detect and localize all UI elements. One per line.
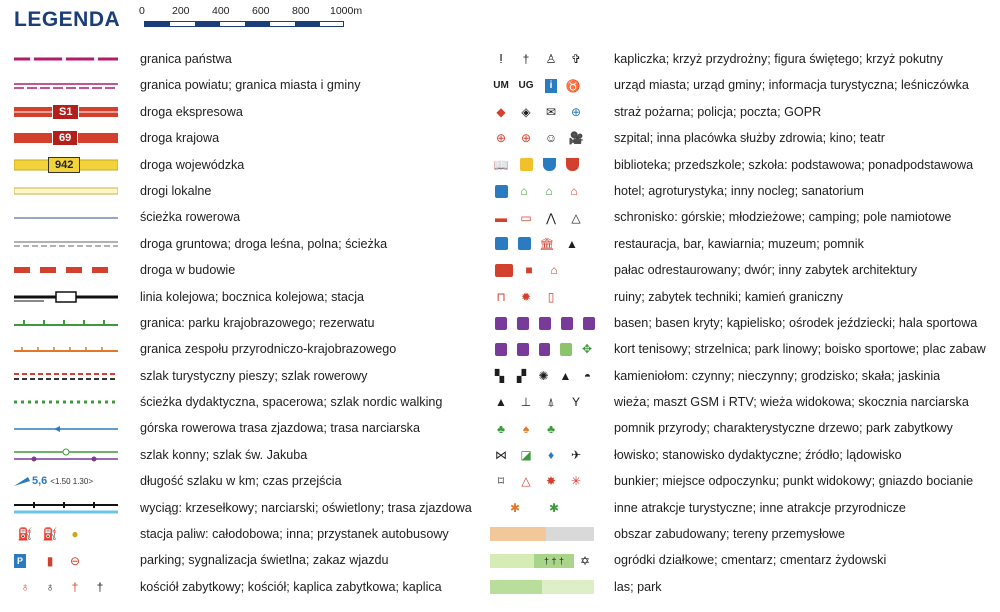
pool-icon	[495, 317, 507, 330]
legend-label: granica powiatu; granica miasta i gminy	[140, 78, 361, 93]
sanatorium-icon: ⌂	[570, 184, 578, 199]
cafe-icon	[518, 237, 531, 250]
hospital-icon: ⊕	[495, 131, 507, 146]
legend-label: kapliczka; krzyż przydrożny; figura świętego; krzyż pokutny	[614, 52, 943, 66]
palace-icon	[495, 264, 513, 277]
fuel-station-symbols	[14, 521, 118, 547]
legend-label: ogródki działkowe; cmentarz; cmentarz żydowski	[614, 553, 887, 568]
restaurant-icon	[495, 237, 508, 250]
state-border-symbol	[14, 46, 118, 72]
railway-symbol	[14, 284, 118, 310]
tower-icon: ▲	[495, 395, 507, 410]
jewish-cemetery-icon: ✡	[579, 553, 591, 568]
forest-swatch	[490, 580, 542, 594]
ruins-icon: ⊓	[496, 289, 506, 304]
legend-label: kort tenisowy; strzelnica; park linowy; boisko sportowe; plac zabaw	[614, 342, 986, 357]
hillfort-icon: ✺	[538, 368, 549, 383]
attractions-symbols	[490, 495, 600, 521]
legend-label: długość szlaku w km; czas przejścia	[140, 474, 342, 489]
scale-bar	[134, 5, 374, 35]
legend-label: szlak turystyczny pieszy; szlak rowerowy	[140, 368, 368, 383]
restaurant-symbols	[490, 231, 600, 257]
clinic-icon: ⊕	[520, 131, 532, 146]
district-border-symbol	[14, 72, 118, 98]
church-symbols	[14, 574, 118, 600]
rope-park-icon	[539, 343, 551, 356]
commune-office-label: UG	[518, 79, 534, 91]
legend-label: szpital; inna placówka służby zdrowia; kino; teatr	[614, 131, 885, 146]
legend-label: pałac odrestaurowany; dwór; inny zabytek architektury	[614, 263, 918, 278]
legend-label: granica państwa	[140, 52, 232, 66]
legend-label: schronisko: górskie; młodzieżowe; camping; pole namiotowe	[614, 210, 952, 225]
legend-label: drogi lokalne	[140, 183, 212, 198]
legend-label: kamieniołom: czynny; nieczynny; grodzisko; skała; jaskinia	[614, 368, 941, 383]
church-icon: ♁	[45, 580, 55, 594]
viewpoint-icon: ✸	[545, 474, 557, 489]
nature-monument-symbols	[490, 415, 600, 441]
park-border-symbol	[14, 310, 118, 336]
historic-church-icon: ♁	[20, 580, 30, 594]
horse-trail-symbol	[14, 442, 118, 468]
tourist-attraction-icon: ✱	[509, 500, 521, 515]
scale-bar-graphic	[144, 21, 344, 27]
scale-label-200: 200	[172, 5, 190, 17]
legend-label: straż pożarna; policja; poczta; GOPR	[614, 104, 822, 119]
allotment-gardens-swatch	[490, 554, 534, 568]
indoor-pool-icon	[517, 317, 529, 330]
sports-hall-icon	[583, 317, 595, 330]
ruins-symbols	[490, 284, 600, 310]
fishery-icon: ⋈	[495, 448, 507, 463]
fishery-symbols	[490, 442, 600, 468]
legend-label: droga wojewódzka	[140, 157, 245, 172]
tennis-court-icon	[495, 343, 507, 356]
legend-label: basen; basen kryty; kąpielisko; ośrodek jeździecki; hala sportowa	[614, 315, 978, 330]
health-symbols	[490, 125, 600, 151]
manor-icon: ■	[525, 263, 533, 278]
palace-symbols	[490, 257, 600, 283]
playground-icon: ✥	[581, 342, 593, 357]
scale-label-0: 0	[139, 5, 145, 17]
legend-title: LEGENDA	[14, 8, 121, 31]
horse-riding-icon	[561, 317, 573, 330]
cinema-icon: ☺	[544, 131, 558, 146]
office-symbols	[490, 72, 600, 98]
observation-tower-icon: ⍋	[547, 395, 555, 410]
scale-label-1000m: 1000m	[330, 5, 363, 17]
fire-station-icon: ◆	[496, 104, 506, 119]
services-symbols	[490, 99, 600, 125]
police-icon: ◈	[521, 104, 531, 119]
allotments-symbols	[490, 547, 600, 573]
legend-label: szlak konny; szlak św. Jakuba	[140, 447, 308, 462]
local-roads-symbol	[14, 178, 118, 204]
tourist-info-icon: i	[545, 79, 557, 93]
didactic-site-icon: ◪	[520, 448, 532, 463]
rock-icon: ▲	[559, 368, 572, 383]
legend-label: górska rowerowa trasa zjazdowa; trasa narciarska	[140, 421, 420, 436]
legend-label: kościół zabytkowy; kościół; kaplica zabytkowa; kaplica	[140, 579, 442, 594]
roadside-cross-icon: †	[522, 52, 530, 67]
nature-monument-icon: ♣	[497, 421, 505, 436]
pool-symbols	[490, 310, 600, 336]
ski-jump-icon: Y	[571, 395, 580, 410]
mountain-rescue-icon: ⊕	[570, 104, 582, 119]
agrotourism-icon: ⌂	[520, 184, 528, 199]
scale-label-400: 400	[212, 5, 230, 17]
expressway-number: S1	[52, 104, 79, 120]
park-swatch	[542, 580, 594, 594]
tennis-symbols	[490, 336, 600, 362]
legend-label: obszar zabudowany; tereny przemysłowe	[614, 527, 845, 542]
mountain-shelter-icon: ▬	[495, 210, 507, 225]
legend-label: las; park	[614, 579, 662, 594]
cave-icon: ◓	[583, 368, 592, 383]
bunker-icon: ⌑	[497, 474, 505, 489]
monument-icon: ▲	[566, 236, 578, 251]
historic-park-icon: ♣	[547, 421, 555, 436]
forester-lodge-icon: ♉	[565, 78, 581, 93]
bunker-symbols	[490, 468, 600, 494]
beach-icon	[539, 317, 551, 330]
fuel-other-icon: ⛽	[42, 527, 58, 542]
legend-label: pomnik przyrody; charakterystyczne drzewo; park zabytkowy	[614, 421, 953, 436]
voivodeship-road-number: 942	[48, 157, 80, 173]
legend-label: ścieżka rowerowa	[140, 210, 241, 225]
wayside-shrine-icon: ⵑ	[499, 52, 503, 67]
scale-label-800: 800	[292, 5, 310, 17]
camping-icon: ⋀	[546, 210, 556, 225]
legend-label: ruiny; zabytek techniki; kamień graniczny	[614, 289, 843, 304]
quarry-symbols	[490, 363, 600, 389]
historic-chapel-icon: †	[71, 580, 79, 594]
legend-label: droga gruntowa; droga leśna, polna; ścieżka	[140, 236, 388, 251]
scale-label-600: 600	[252, 5, 270, 17]
other-lodging-icon: ⌂	[545, 184, 553, 199]
legend-label: urząd miasta; urząd gminy; informacja turystyczna; leśniczówka	[614, 78, 969, 93]
parking-icon: P	[14, 554, 26, 568]
gsm-mast-icon: ⊥	[520, 395, 532, 410]
legend-label: granica: parku krajobrazowego; rezerwatu	[140, 315, 375, 330]
architecture-monument-icon: ⌂	[550, 263, 558, 278]
border-stone-icon: ▯	[547, 289, 555, 304]
dirt-road-symbol	[14, 231, 118, 257]
rest-place-icon: △	[521, 474, 531, 489]
legend-label: restauracja, bar, kawiarnia; muzeum; pomnik	[614, 236, 864, 251]
legend-label: hotel; agroturystyka; inny nocleg; sanatorium	[614, 183, 864, 198]
youth-hostel-icon: ▭	[520, 210, 532, 225]
legend-label: parking; sygnalizacja świetlna; zakaz wjazdu	[140, 553, 389, 568]
hiking-trail-symbol	[14, 363, 118, 389]
accommodation-symbols	[490, 178, 600, 204]
sports-field-icon	[560, 343, 572, 356]
bus-stop-icon: ●	[71, 527, 79, 542]
education-symbols	[490, 152, 600, 178]
voivodeship-road-symbol	[14, 152, 118, 178]
legend-label: inne atrakcje turystyczne; inne atrakcje przyrodnicze	[614, 500, 906, 515]
characteristic-tree-icon: ♠	[522, 421, 530, 436]
expressway-symbol	[14, 99, 118, 125]
legend-label: stacja paliw: całodobowa; inna; przystanek autobusowy	[140, 527, 449, 542]
no-entry-icon: ⊖	[69, 553, 81, 568]
built-area-swatch	[490, 527, 546, 541]
road-construction-symbol	[14, 257, 118, 283]
nature-complex-border-symbol	[14, 336, 118, 362]
legend-label: łowisko; stanowisko dydaktyczne; źródło; lądowisko	[614, 447, 902, 462]
ski-lift-symbol	[14, 495, 118, 521]
primary-school-icon	[543, 158, 556, 171]
legend-label: linia kolejowa; bocznica kolejowa; stacja	[140, 289, 365, 304]
legend-label: biblioteka; przedszkole; szkoła: podstawowa; ponadpodstawowa	[614, 157, 974, 172]
post-office-icon: ✉	[545, 104, 557, 119]
spring-icon: ♦	[547, 448, 555, 463]
legend-label: ścieżka dydaktyczna, spacerowa; szlak nordic walking	[140, 395, 443, 410]
built-area-symbols	[490, 521, 600, 547]
hotel-icon	[495, 185, 508, 198]
legend-label: bunkier; miejsce odpoczynku; punkt widokowy; gniazdo bocianie	[614, 474, 974, 489]
secondary-school-icon	[566, 158, 579, 171]
legend-label: wyciąg: krzesełkowy; narciarski; oświetlony; trasa zjazdowa	[140, 500, 472, 515]
industrial-area-swatch	[546, 527, 594, 541]
saint-figure-icon: ♙	[545, 52, 557, 67]
library-icon: 📖	[493, 157, 509, 172]
technical-monument-icon: ✹	[520, 289, 532, 304]
shelter-symbols	[490, 204, 600, 230]
trail-time-value: <1.50 1.30>	[50, 476, 94, 486]
traffic-light-icon: ▮	[46, 553, 54, 568]
chapel-icon: †	[96, 580, 104, 594]
national-road-symbol	[14, 125, 118, 151]
didactic-path-symbol	[14, 389, 118, 415]
inactive-quarry-icon: ▞	[516, 368, 527, 383]
legend-label: droga ekspresowa	[140, 104, 243, 119]
tower-symbols	[490, 389, 600, 415]
tent-field-icon: △	[571, 210, 581, 225]
cemetery-swatch: † † †	[534, 554, 574, 568]
museum-icon: 🏛	[539, 236, 555, 251]
downhill-bike-symbol	[14, 415, 118, 441]
penitential-cross-icon: ✞	[570, 52, 582, 67]
theater-icon: 🎥	[568, 131, 584, 146]
legend-label: droga w budowie	[140, 263, 236, 278]
trail-km-value: 5,6	[32, 475, 48, 488]
legend-label: granica zespołu przyrodniczo-krajobrazowego	[140, 342, 397, 357]
trail-length-symbol	[14, 468, 118, 494]
fuel-24h-icon: ⛽	[17, 527, 33, 542]
shooting-range-icon	[517, 343, 529, 356]
legend-label: droga krajowa	[140, 131, 220, 146]
town-hall-label: UM	[493, 79, 509, 91]
helipad-icon: ✈	[570, 448, 582, 463]
bike-path-symbol	[14, 204, 118, 230]
national-road-number: 69	[52, 130, 78, 146]
active-quarry-icon: ▚	[494, 368, 505, 383]
shrine-symbols	[490, 46, 600, 72]
kindergarten-icon	[520, 158, 533, 171]
legend-label: wieża; maszt GSM i RTV; wieża widokowa; skocznia narciarska	[614, 395, 969, 410]
forest-symbols	[490, 574, 600, 600]
stork-nest-icon: ✳	[570, 474, 582, 489]
natural-attraction-icon: ✱	[548, 500, 560, 515]
parking-symbols	[14, 547, 118, 573]
